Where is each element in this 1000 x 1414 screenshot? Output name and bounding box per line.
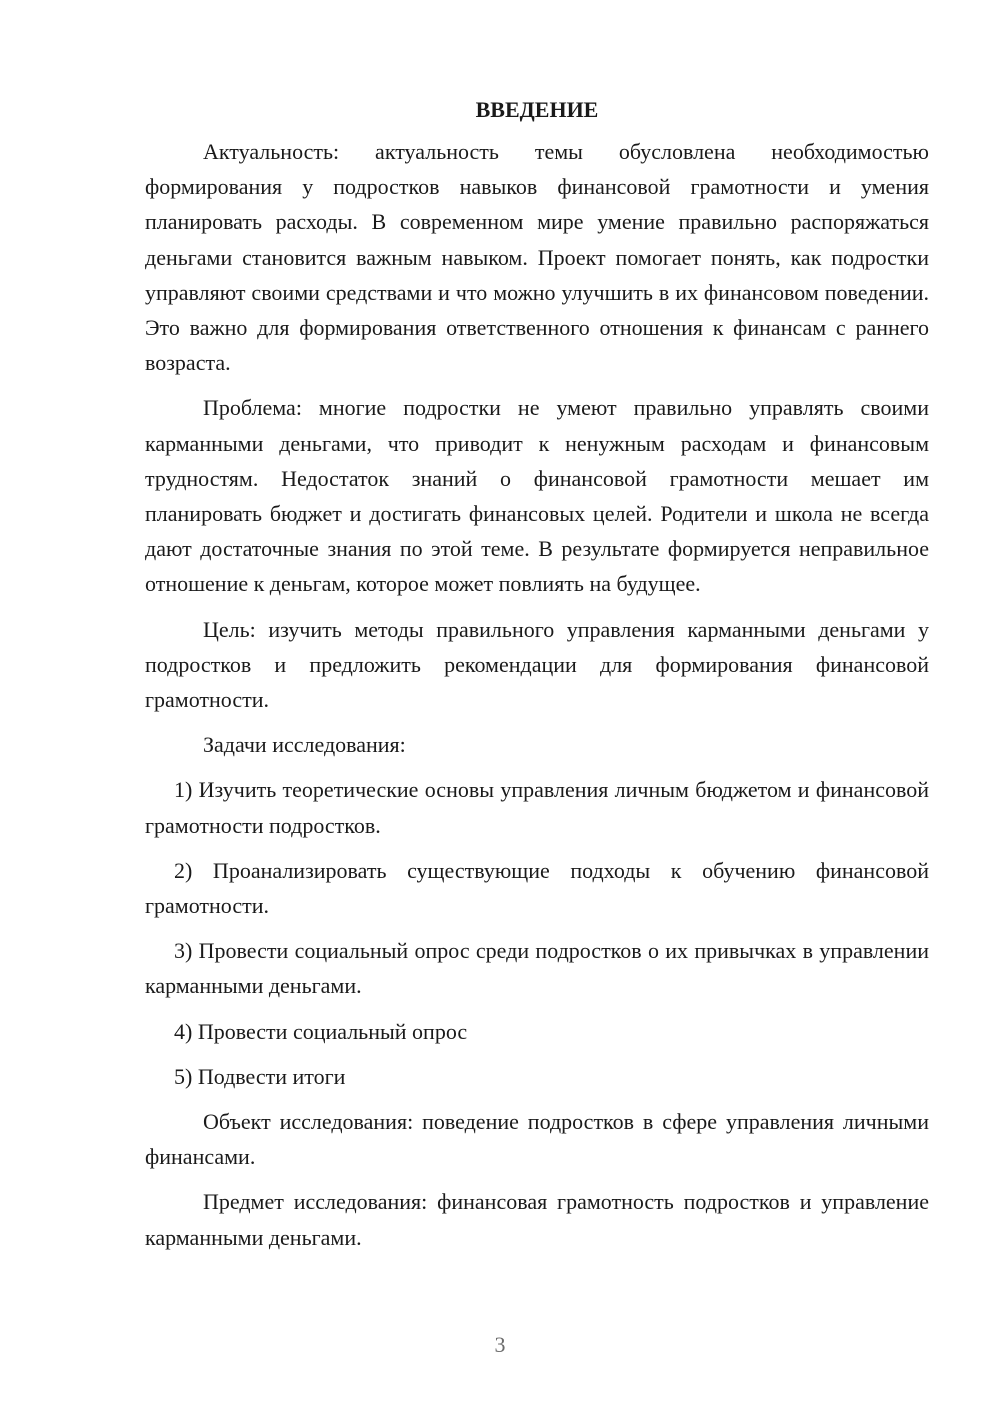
task-item-5: 5) Подвести итоги <box>174 1063 346 1089</box>
document-page <box>145 92 929 1265</box>
page-number: 3 <box>494 1332 506 1357</box>
goal-paragraph: Цель: изучить методы правильного управления карманными деньгами у подростков и предложить рекомендации для формирования финансовой грамотности. <box>145 616 929 713</box>
task-item-1: 1) Изучить теоретические основы управления личным бюджетом и финансовой грамотности подростков. <box>145 777 929 838</box>
relevance-paragraph: Актуальность: актуальность темы обусловлена необходимостью формирования у подростков навыков финансовой грамотности и умения планировать расходы. В современном мире умение правильно распоряжаться деньгами становится важным навыком. Проект помогает понять, как подростки управляют своими средствами и что можно улучшить в их финансовом поведении. Это важно для формирования ответственного отношения к финансам с раннего возраста. <box>145 139 929 376</box>
tasks-heading: Задачи исследования: <box>203 732 406 758</box>
object-paragraph: Объект исследования: поведение подростков в сфере управления личными финансами. <box>145 1109 929 1170</box>
task-item-4: 4) Провести социальный опрос <box>174 1018 468 1044</box>
document-title: ВВЕДЕНИЕ <box>475 97 599 122</box>
subject-paragraph: Предмет исследования: финансовая грамотность подростков и управление карманными деньгами. <box>145 1189 929 1250</box>
task-item-2: 2) Проанализировать существующие подходы к обучению финансовой грамотности. <box>145 857 929 919</box>
task-item-3: 3) Провести социальный опрос среди подростков о их привычках в управлении карманными деньгами. <box>145 938 929 999</box>
problem-paragraph: Проблема: многие подростки не умеют правильно управлять своими карманными деньгами, что приводит к ненужным расходам и финансовым трудностям. Недостаток знаний о финансовой грамотности мешает им планировать бюджет и достигать финансовых целей. Родители и школа не всегда дают достаточные знания по этой теме. В результате формируется неправильное отношение к деньгам, которое может повлиять на будущее. <box>145 395 929 597</box>
